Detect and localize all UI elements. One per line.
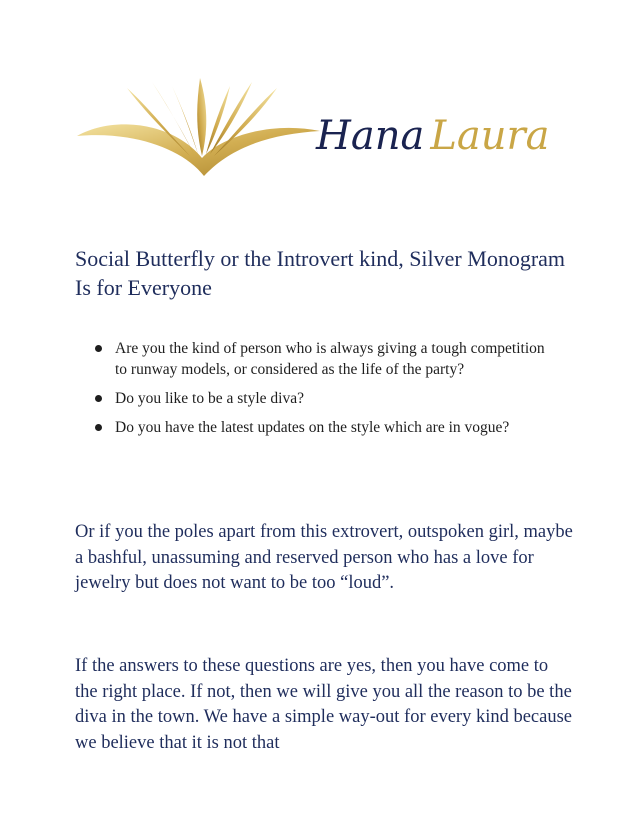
list-item (95, 417, 545, 438)
list-item (95, 388, 545, 409)
list-item-text: Do you have the latest updates on the style which are in vogue? (115, 419, 510, 436)
bullet-icon (95, 395, 102, 402)
list-item-text: Do you like to be a style diva? (115, 390, 304, 407)
body-paragraph: Or if you the poles apart from this extrovert, outspoken girl, maybe a bashful, unassuming and reserved person who has a love for jewelry but does not want to be too “loud”. (75, 522, 573, 593)
brand-logo (72, 76, 572, 186)
brand-name-second: Laura (430, 113, 550, 159)
bullet-icon (95, 345, 102, 352)
list-item (95, 338, 545, 380)
brand-name (316, 96, 550, 159)
golden-lotus-wings-icon (72, 76, 322, 186)
list-item-text: Are you the kind of person who is always giving a tough competition to runway models, or considered as the life of the party? (115, 340, 545, 378)
question-list (95, 338, 545, 446)
body-paragraph: If the answers to these questions are yes, then you have come to the right place. If not, then we will give you all the reason to be the diva in the town. We have a simple way-out for every kind because we believe that it is not that (75, 656, 572, 753)
bullet-icon (95, 424, 102, 431)
section-heading: Social Butterfly or the Introvert kind, Silver Monogram Is for Everyone (75, 246, 566, 300)
brand-name-first: Hana (316, 113, 425, 159)
